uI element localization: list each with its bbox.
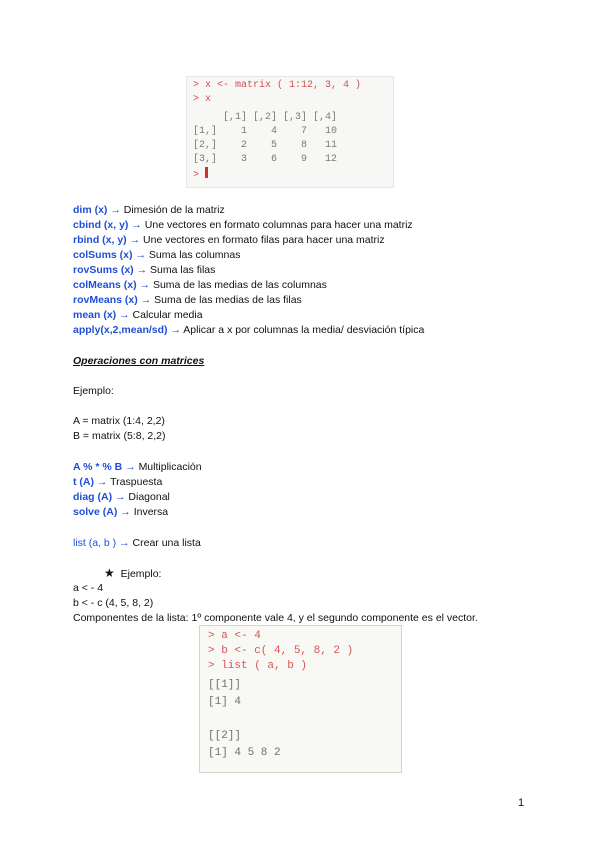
list-console-image [199,625,402,773]
text-cursor-icon [205,167,208,178]
function-line: dim (x) → Dimesión de la matriz [73,204,225,216]
function-line: cbind (x, y) → Une vectores en formato columnas para hacer una matriz [73,219,413,231]
example-label: Ejemplo: [73,385,114,397]
console-line: [1] 4 [208,696,242,708]
page-number: 1 [518,797,525,809]
star-bullet-icon: ★ [104,566,115,580]
assignment-line: b < - c (4, 5, 8, 2) [73,597,154,609]
matrix-definition: A = matrix (1:4, 2,2) [73,415,165,427]
matrix-definition: B = matrix (5:8, 2,2) [73,430,166,442]
operation-line: A % * % B → Multiplicación [73,461,202,473]
console-line: > x <- matrix ( 1:12, 3, 4 ) [193,80,362,91]
console-line: [1] 4 5 8 2 [208,747,281,759]
function-line: mean (x) → Calcular media [73,309,203,321]
function-line: apply(x,2,mean/sd) → Aplicar a x por columnas la media/ desviación típica [73,324,425,336]
console-line: [3,] 3 6 9 12 [193,154,338,165]
console-prompt-line: > [193,167,208,183]
section-heading: Operaciones con matrices [73,355,205,367]
components-text: Componentes de la lista: 1º componente vale 4, y el segundo componente es el vector. [73,612,478,624]
console-line: [[1]] [208,679,242,691]
console-line: [,1] [,2] [,3] [,4] [193,112,338,123]
console-line: [1,] 1 4 7 10 [193,126,338,137]
matrix-console-image [186,76,394,188]
operation-line: diag (A) → Diagonal [73,491,170,503]
console-line: [[2]] [208,730,242,742]
console-line: > a <- 4 [208,630,261,642]
console-line: [2,] 2 5 8 11 [193,140,338,151]
function-line: rovSums (x) → Suma las filas [73,264,216,276]
function-line: colSums (x) → Suma las columnas [73,249,241,261]
console-line: > b <- c( 4, 5, 8, 2 ) [208,645,354,657]
example-bullet: ★ Ejemplo: [104,566,162,580]
assignment-line: a < - 4 [73,582,104,594]
function-line: rovMeans (x) → Suma de las medias de las filas [73,294,302,306]
function-line: colMeans (x) → Suma de las medias de las columnas [73,279,327,291]
operation-line: solve (A) → Inversa [73,506,169,518]
list-line: list (a, b ) → Crear una lista [73,537,201,549]
console-line: > list ( a, b ) [208,660,308,672]
console-line: > x [193,94,212,105]
function-line: rbind (x, y) → Une vectores en formato filas para hacer una matriz [73,234,385,246]
operation-line: t (A) → Traspuesta [73,476,163,488]
